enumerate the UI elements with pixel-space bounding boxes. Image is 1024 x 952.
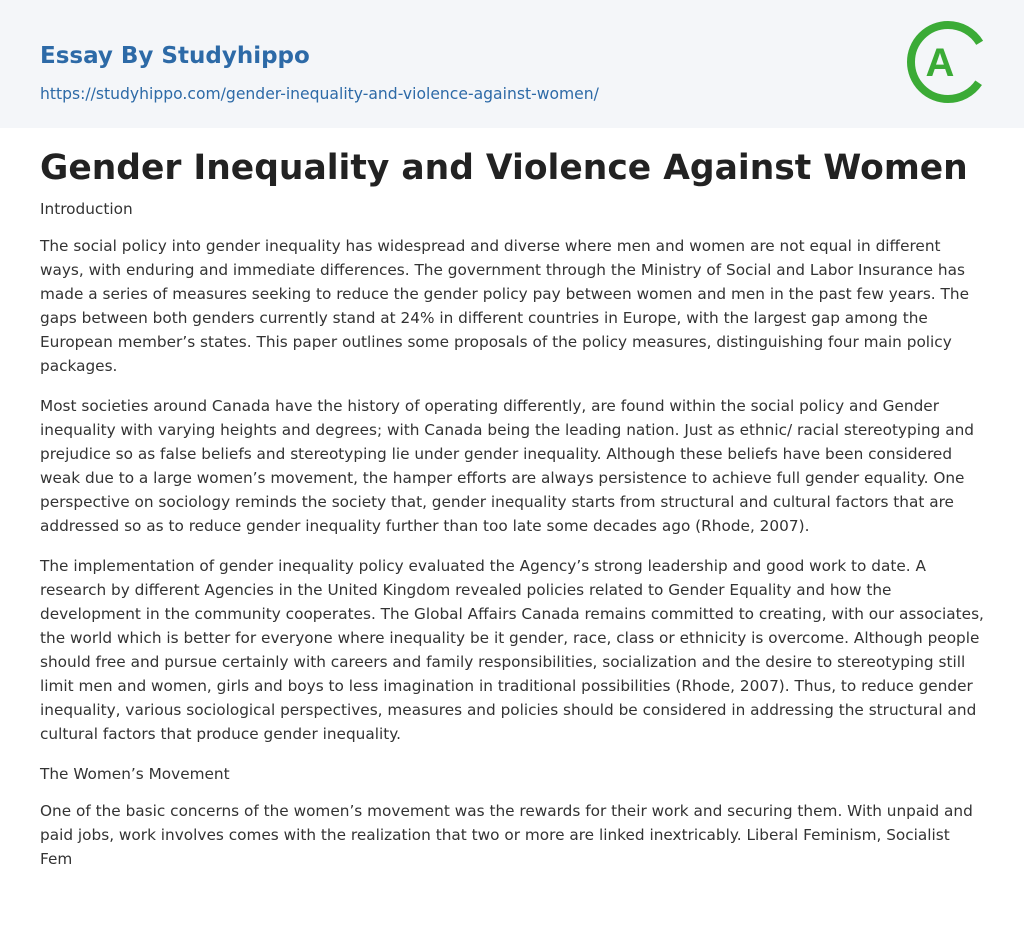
essay-body — [40, 197, 984, 887]
paragraph-3: The implementation of gender inequality policy evaluated the Agency’s strong leadership and good work to date. A research by different Agencies in the United Kingdom revealed policies related to Gender Equality and how the development in the community cooperates. The Global Affairs Canada remains committed to creating, with our associates, the world which is better for everyone where inequality be it gender, race, class or ethnicity is overcome. Although people should free and pursue certainly with careers and family responsibilities, socialization and the desire to stereotyping still limit men and women, girls and boys to less imagination in traditional possibilities (Rhode, 2007). Thus, to reduce gender inequality, various sociological perspectives, measures and policies should be considered in addressing the structural and cultural factors that produce gender inequality. — [40, 557, 984, 743]
essay-url-link[interactable]: https://studyhippo.com/gender-inequality-and-violence-against-women/ — [40, 85, 599, 103]
section-heading-introduction: Introduction — [40, 200, 133, 218]
paragraph-2: Most societies around Canada have the history of operating differently, are found within the social policy and Gender inequality with varying heights and degrees; with Canada being the leading nation. Just as ethnic/ racial stereotyping and prejudice so as false beliefs and stereotyping lie under gender inequality. Although these beliefs have been considered weak due to a large women’s movement, the hamper efforts are always persistence to achieve full gender equality. One perspective on sociology reminds the society that, gender inequality starts from structural and cultural factors that are addressed so as to reduce gender inequality further than too late some decades ago (Rhode, 2007). — [40, 397, 975, 535]
logo-letter: A — [925, 41, 955, 85]
section-heading-womens-movement: The Women’s Movement — [40, 765, 230, 783]
site-brand[interactable]: Essay By Studyhippo — [40, 43, 310, 69]
paragraph-1: The social policy into gender inequality has widespread and diverse where men and women are not equal in different ways, with enduring and immediate differences. The government through the Ministry of Social and Labor Insurance has made a series of measures seeking to reduce the gender policy pay between women and men in the past few years. The gaps between both genders currently stand at 24% in different countries in Europe, with the largest gap among the European member’s states. This paper outlines some proposals of the policy measures, distinguishing four main policy packages. — [40, 237, 969, 375]
studyhippo-logo-icon[interactable] — [907, 17, 989, 107]
site-header — [0, 0, 1024, 128]
essay-title: Gender Inequality and Violence Against Women — [40, 148, 968, 188]
paragraph-4: One of the basic concerns of the women’s movement was the rewards for their work and securing them. With unpaid and paid jobs, work involves comes with the realization that two or more are linked inextricably. Liberal Feminism, Socialist Fem — [40, 802, 973, 868]
